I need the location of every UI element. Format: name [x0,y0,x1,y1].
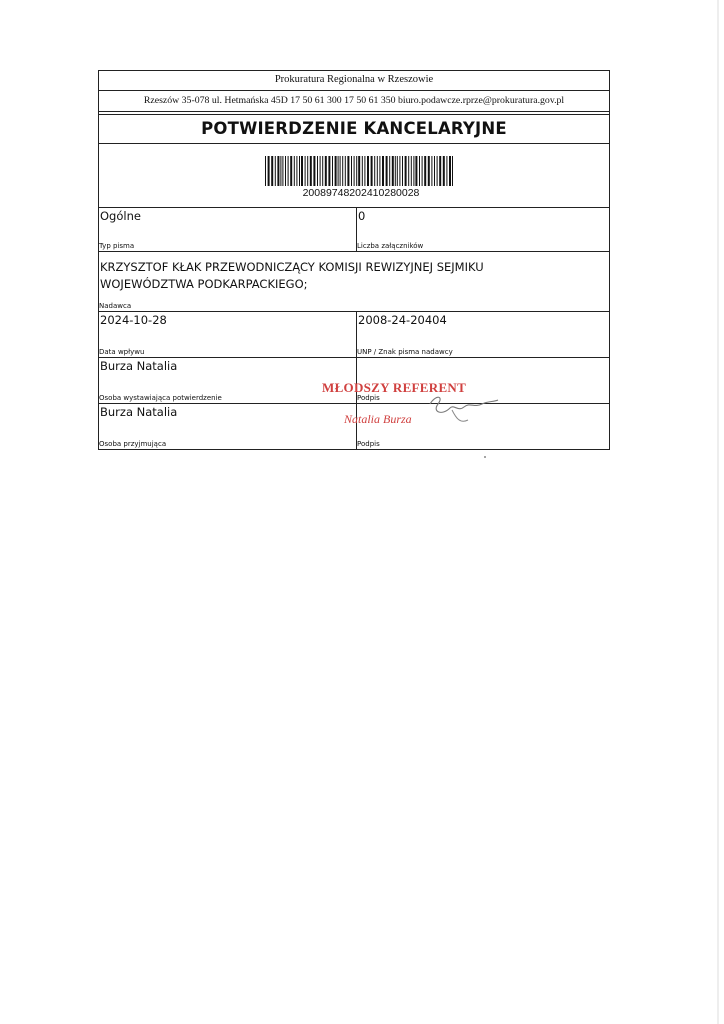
attachments-label: Liczba załączników [357,242,424,250]
office-address: Rzeszów 35-078 ul. Hetmańska 45D 17 50 61 300 17 50 61 350 biuro.podawcze.rprze@prokuratura.gov.pl [99,91,609,112]
attachments-cell [357,208,609,251]
unp-cell [357,312,609,357]
issuer-label: Osoba wystawiająca potwierdzenie [99,394,222,402]
issuer-signature-label: Podpis [357,394,380,402]
handwritten-signature [422,390,502,428]
receiver-cell [99,404,357,449]
issuer-value: Burza Natalia [100,359,178,373]
unp-value: 2008-24-20404 [358,313,447,327]
row-type [99,208,609,252]
barcode-section [99,144,609,208]
scan-edge [717,0,719,1024]
barcode [265,156,455,186]
stamp-role: MŁODSZY REFERENT [322,380,467,395]
scan-speck [484,456,486,458]
unp-label: UNP / Znak pisma nadawcy [357,348,453,356]
row-sender [99,252,609,312]
letter-type-cell [99,208,357,251]
receiver-value: Burza Natalia [100,405,178,419]
receiver-label: Osoba przyjmująca [99,440,167,448]
sender-label: Nadawca [99,302,132,310]
received-date-value: 2024-10-28 [100,313,167,327]
stamp-name: Natalia Burza [344,412,412,426]
issuer-cell [99,358,357,403]
sender-cell [99,252,609,311]
received-date-cell [99,312,357,357]
barcode-number: 20089748202410280028 [302,187,420,199]
row-date [99,312,609,358]
letter-type-label: Typ pisma [99,242,135,250]
receiver-signature-label: Podpis [357,440,380,448]
sender-value: KRZYSZTOF KŁAK PRZEWODNICZĄCY KOMISJI REWIZYJNEJ SEJMIKU WOJEWÓDZTWA PODKARPACKIEGO; [100,260,484,291]
attachments-value: 0 [358,209,366,223]
letter-type-value: Ogólne [100,209,141,223]
document-title: POTWIERDZENIE KANCELARYJNE [99,114,609,144]
office-name: Prokuratura Regionalna w Rzeszowie [99,71,609,91]
received-date-label: Data wpływu [99,348,145,356]
